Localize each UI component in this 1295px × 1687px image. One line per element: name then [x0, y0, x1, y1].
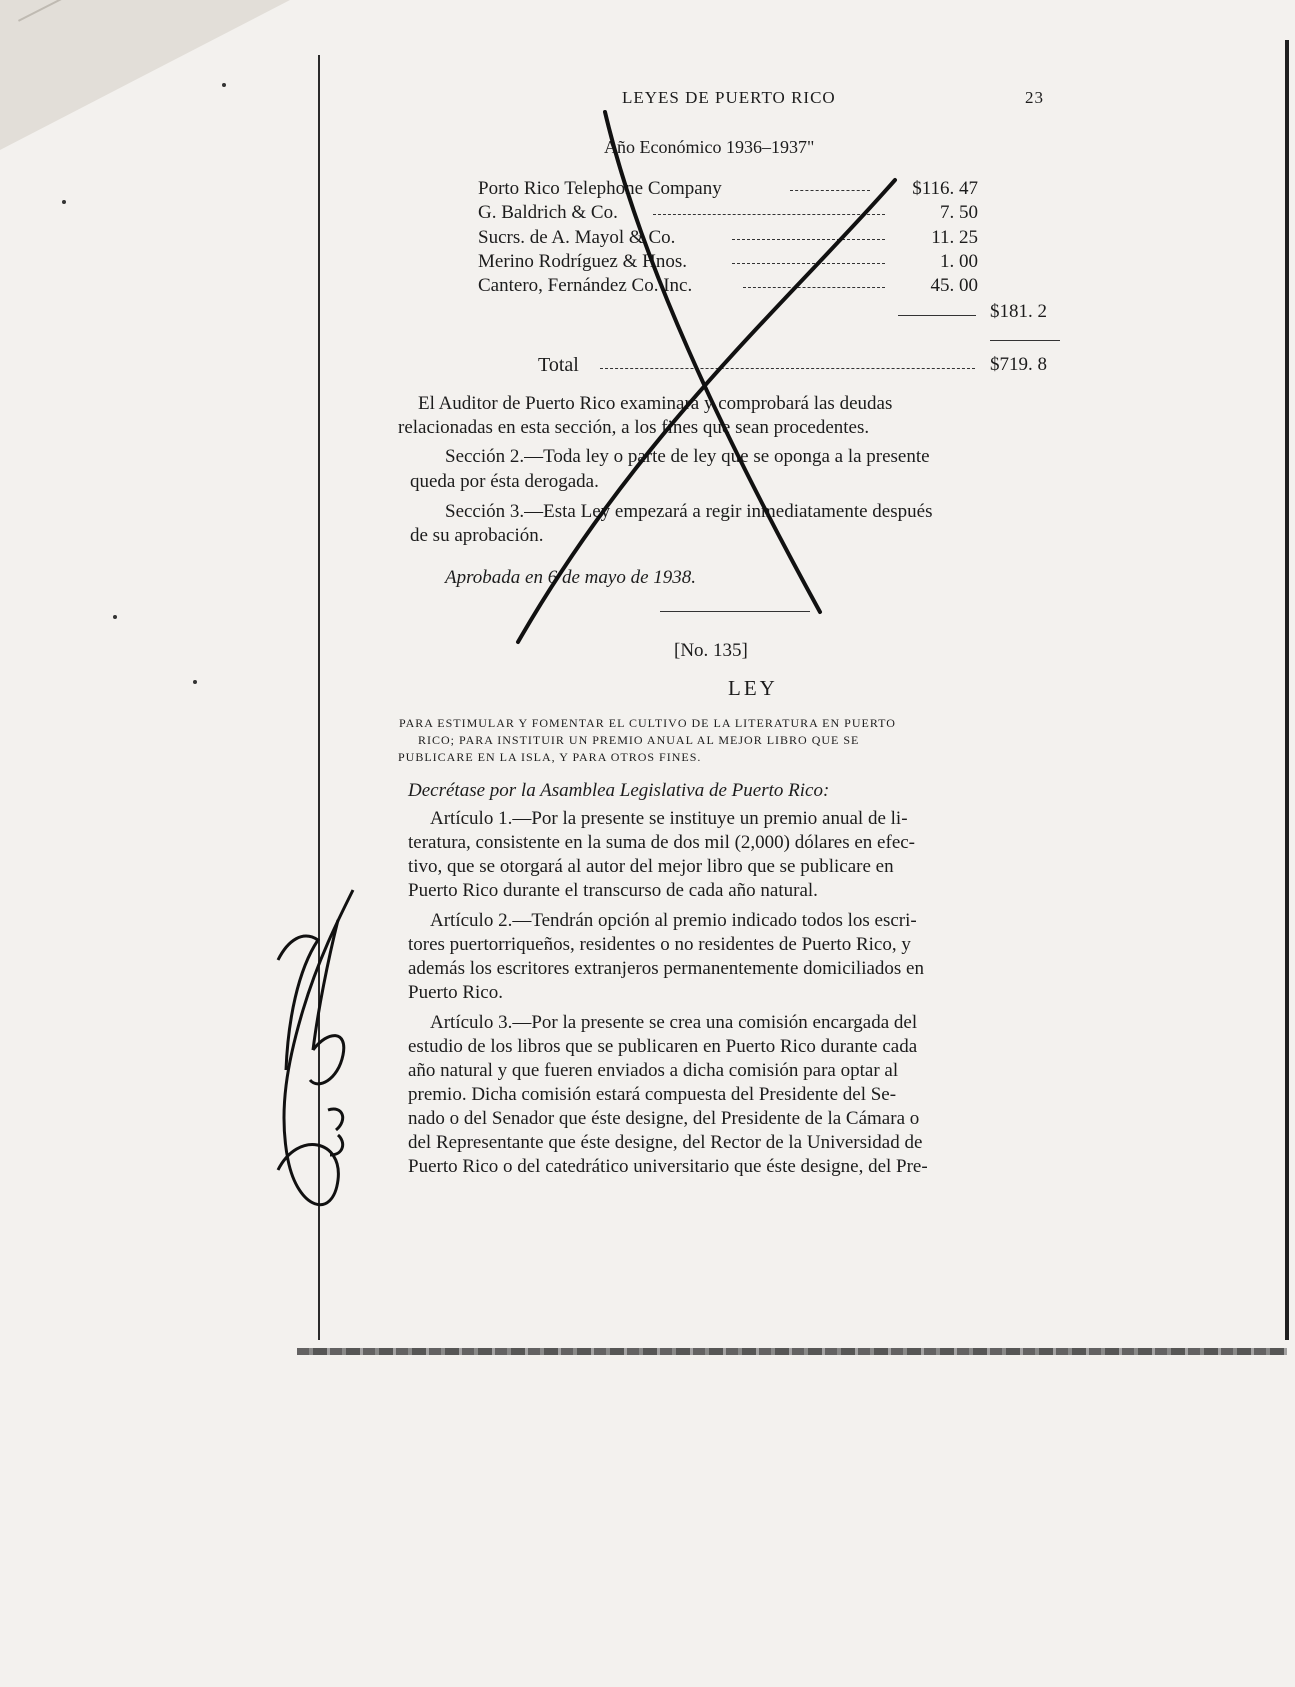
law-number: [No. 135]: [674, 640, 748, 661]
section-2-line: queda por ésta derogada.: [410, 471, 599, 492]
handwritten-signature: [258, 880, 368, 1240]
scan-speck: [62, 200, 66, 204]
approval-date: Aprobada en 6 de mayo de 1938.: [445, 567, 696, 588]
creditor-name: Merino Rodríguez & Hnos.: [478, 251, 687, 272]
total-label: Total: [538, 354, 579, 376]
scan-speck: [193, 680, 197, 684]
article-line: estudio de los libros que se publicaren en Puerto Rico durante cada: [408, 1036, 918, 1057]
scan-speck: [222, 83, 226, 87]
creditor-amount: 7. 50: [940, 202, 978, 223]
article-line: Puerto Rico durante el transcurso de cada año natural.: [408, 880, 818, 901]
article-line: además los escritores extranjeros permanentemente domiciliados en: [408, 958, 924, 979]
section-2-line: Sección 2.—Toda ley o parte de ley que se oponga a la presente: [445, 446, 930, 467]
law-purpose-line: RICO; PARA INSTITUIR UN PREMIO ANUAL AL MEJOR LIBRO QUE SE: [418, 733, 860, 747]
creditor-name: Cantero, Fernández Co. Inc.: [478, 275, 693, 296]
law-title: LEY: [728, 676, 778, 700]
article-line: Puerto Rico.: [408, 982, 503, 1003]
enacting-clause: Decrétase por la Asamblea Legislativa de Puerto Rico:: [408, 780, 830, 801]
article-line: del Representante que éste designe, del Rector de la Universidad de: [408, 1132, 923, 1153]
creditor-name: Porto Rico Telephone Company: [478, 178, 722, 199]
total-amount: $719. 8: [990, 354, 1047, 375]
page-number: 23: [1025, 88, 1044, 107]
section-3-line: Sección 3.—Esta Ley empezará a regir inmediatamente después: [445, 501, 933, 522]
creditor-name: G. Baldrich & Co.: [478, 202, 618, 223]
auditor-paragraph-line: relacionadas en esta sección, a los fines que sean procedentes.: [398, 417, 870, 438]
creditor-amount: 1. 00: [940, 251, 978, 272]
subtotal-amount: $181. 2: [990, 301, 1047, 322]
law-purpose-line: PARA ESTIMULAR Y FOMENTAR EL CULTIVO DE LA LITERATURA EN PUERTO: [399, 716, 896, 730]
article-line: Artículo 3.—Por la presente se crea una comisión encargada del: [430, 1012, 918, 1033]
article-line: nado o del Senador que éste designe, del Presidente de la Cámara o: [408, 1108, 920, 1129]
article-line: tores puertorriqueños, residentes o no residentes de Puerto Rico, y: [408, 934, 911, 955]
article-line: año natural y que fueren enviados a dicha comisión para optar al: [408, 1060, 899, 1081]
auditor-paragraph-line: El Auditor de Puerto Rico examinará y comprobará las deudas: [418, 393, 893, 414]
creditor-amount: $116. 47: [912, 178, 978, 199]
creditor-amount: 11. 25: [931, 227, 978, 248]
article-line: tivo, que se otorgará al autor del mejor libro que se publicare en: [408, 856, 894, 877]
creditor-amount: 45. 00: [930, 275, 978, 296]
article-line: teratura, consistente en la suma de dos mil (2,000) dólares en efec-: [408, 832, 916, 853]
running-header: LEYES DE PUERTO RICO: [622, 88, 836, 107]
creditor-name: Sucrs. de A. Mayol & Co.: [478, 227, 676, 248]
article-line: Artículo 1.—Por la presente se instituye un premio anual de li-: [430, 808, 908, 829]
article-line: Artículo 2.—Tendrán opción al premio indicado todos los escri-: [430, 910, 917, 931]
section-3-line: de su aprobación.: [410, 525, 544, 546]
scan-speck: [113, 615, 117, 619]
fiscal-year-line: Año Económico 1936–1937": [604, 137, 815, 157]
article-line: premio. Dicha comisión estará compuesta del Presidente del Se-: [408, 1084, 897, 1105]
law-purpose-line: PUBLICARE EN LA ISLA, Y PARA OTROS FINES.: [398, 750, 702, 764]
article-line: Puerto Rico o del catedrático universitario que éste designe, del Pre-: [408, 1156, 928, 1177]
